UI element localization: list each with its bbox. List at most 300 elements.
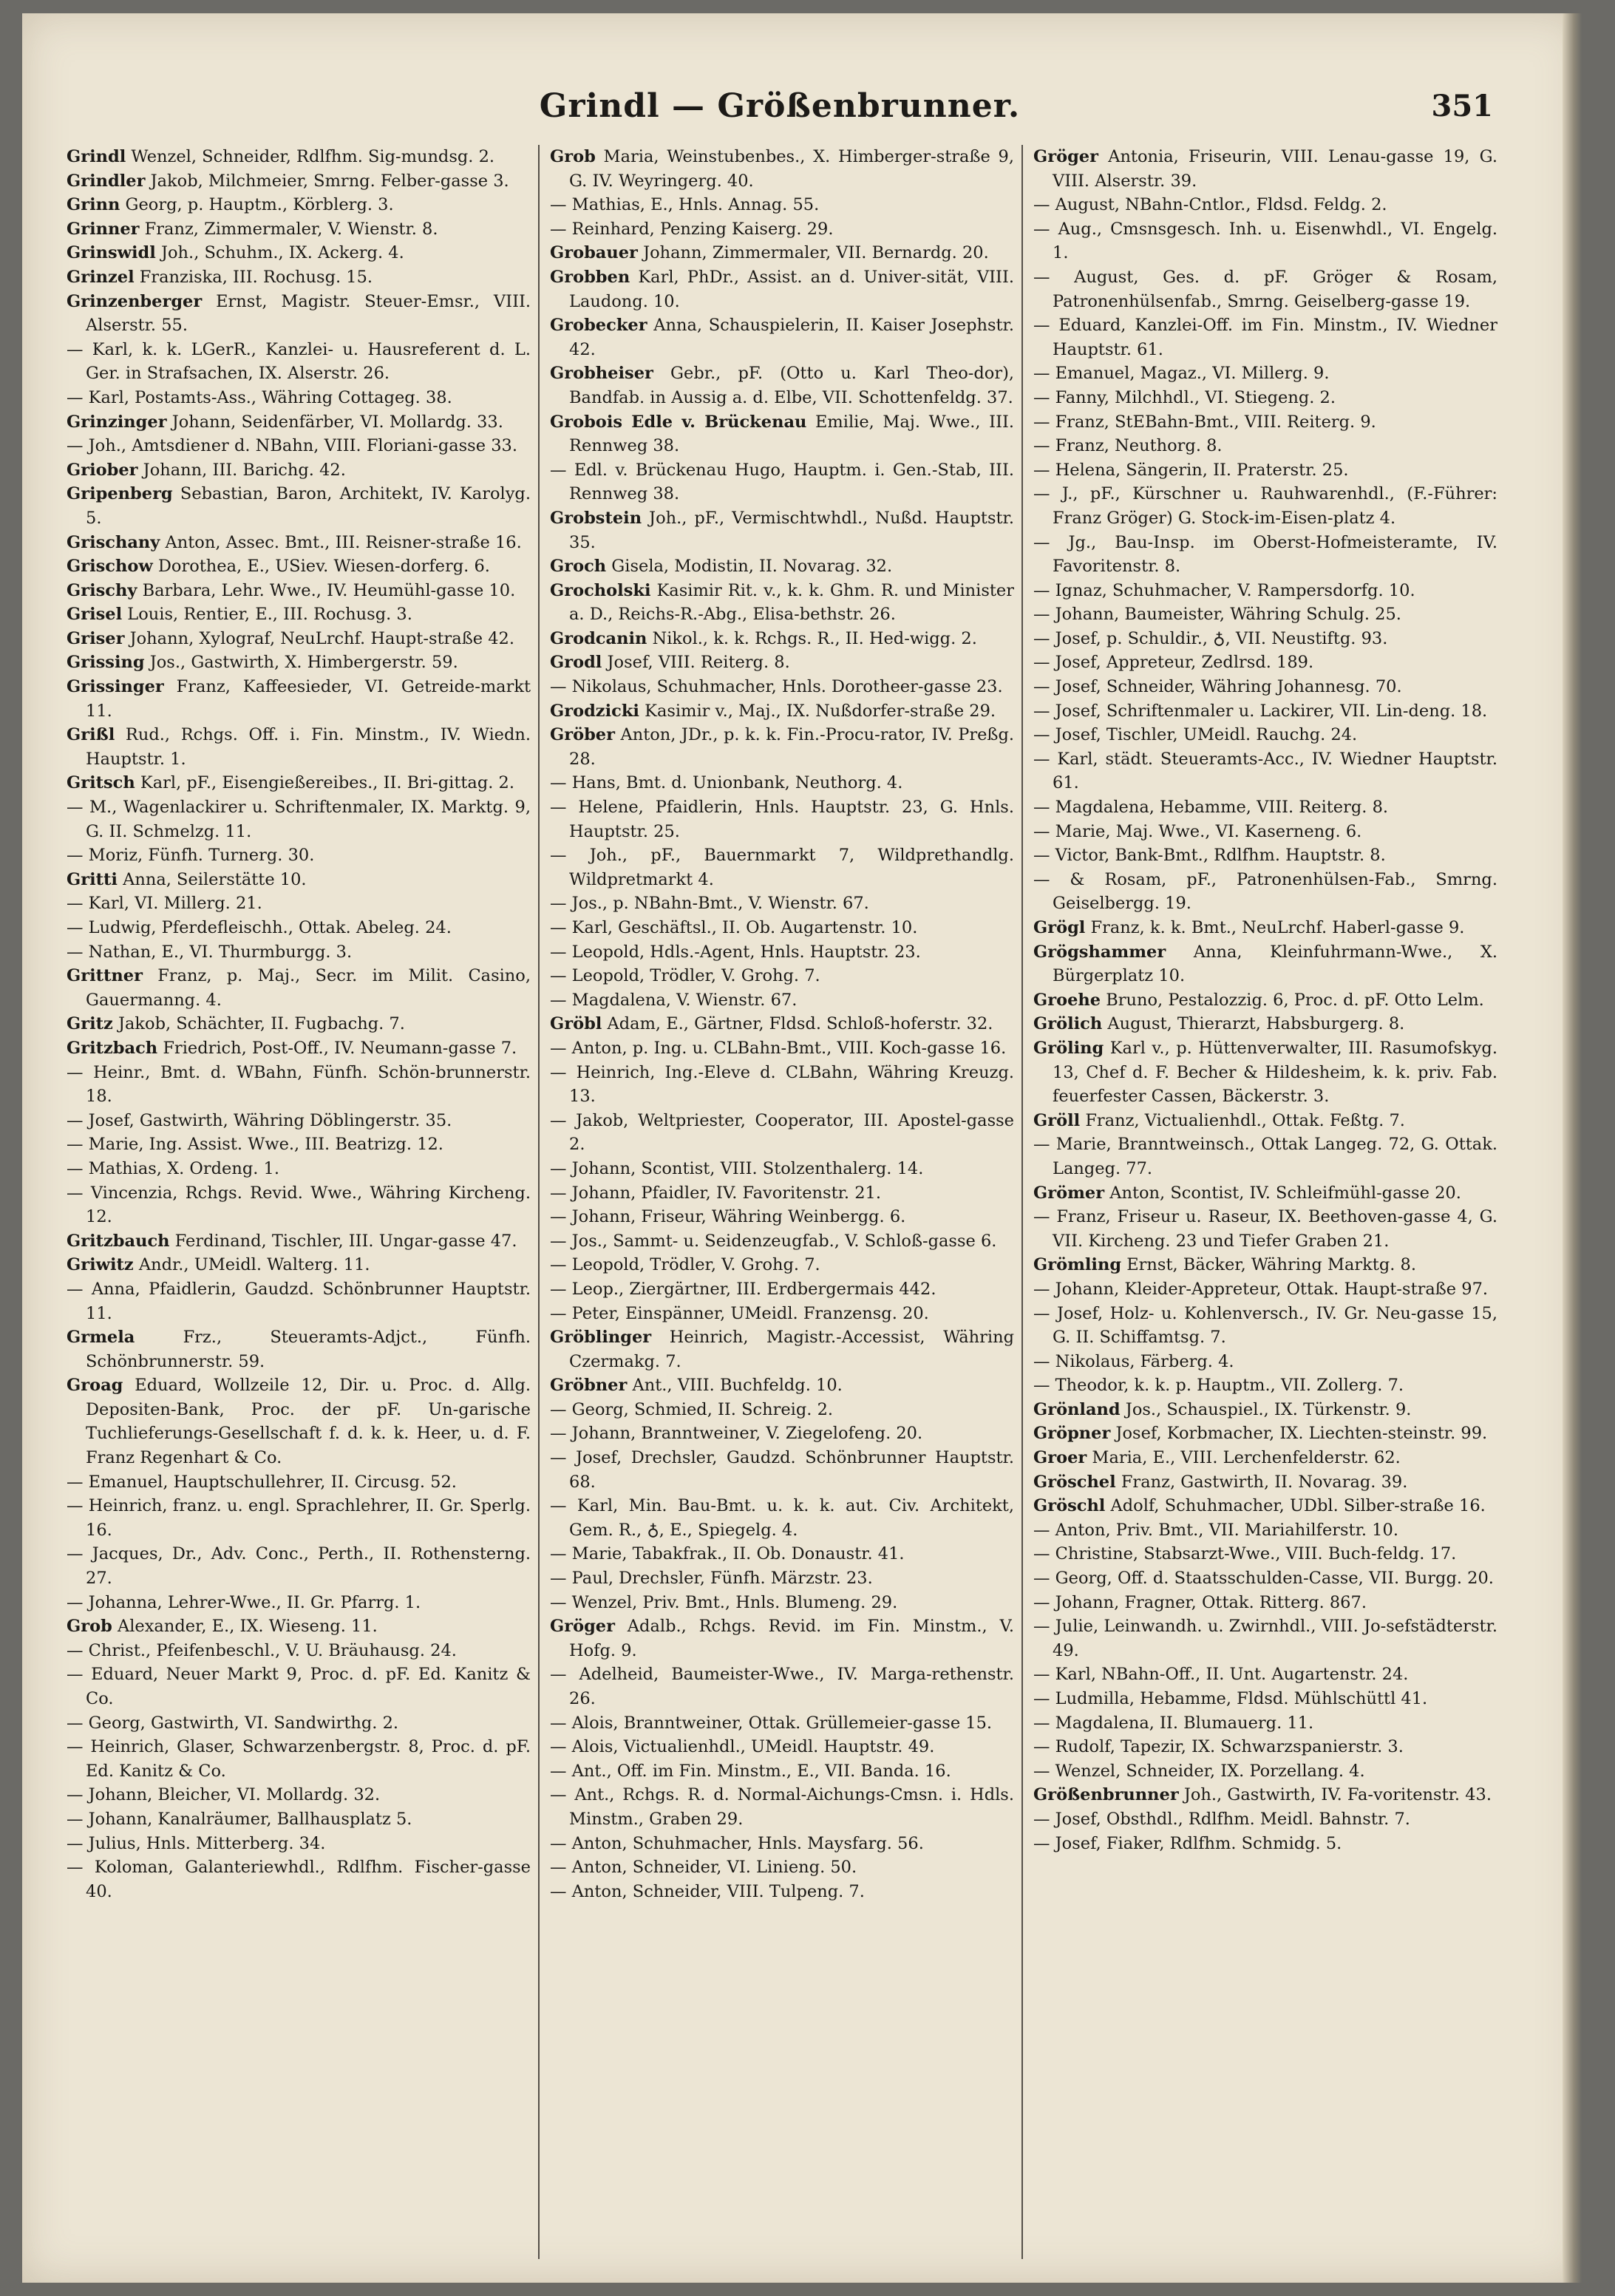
- directory-entry: [1033, 1109, 1497, 1133]
- directory-entry: [550, 1832, 1014, 1856]
- directory-entry: [67, 554, 531, 579]
- entry-details: Barbara, Lehr. Wwe., IV. Heumühl-gasse 10.: [137, 580, 516, 600]
- directory-entry: [67, 1591, 531, 1615]
- entry-surname: Grinzel: [67, 267, 135, 287]
- entry-details: — Anton, Schuhmacher, Hnls. Maysfarg. 56.: [550, 1833, 924, 1853]
- directory-entry: [550, 1711, 1014, 1736]
- entry-details: Anton, Assec. Bmt., III. Reisner-straße 16.: [160, 532, 522, 552]
- directory-entry: [67, 193, 531, 217]
- entry-surname: Gröger: [1033, 147, 1098, 166]
- entry-details: Heinrich, Magistr.-Accessist, Währing Czermakg. 7.: [569, 1328, 1014, 1371]
- directory-entry: [67, 1639, 531, 1663]
- directory-entry: [550, 217, 1014, 242]
- entry-details: — Josef, Obsthdl., Rdlfhm. Meidl. Bahnstr. 7.: [1033, 1809, 1410, 1829]
- directory-entry: [67, 290, 531, 338]
- directory-entry: [67, 265, 531, 290]
- directory-entry: [67, 771, 531, 795]
- directory-entry: [67, 1036, 531, 1061]
- entry-surname: Grobstein: [550, 508, 642, 528]
- entry-details: — Heinr., Bmt. d. WBahn, Fünfh. Schön-brunnerstr. 18.: [67, 1062, 531, 1107]
- directory-entry: [550, 1181, 1014, 1206]
- entry-details: Franz, Victualienhdl., Ottak. Feßtg. 7.: [1080, 1110, 1405, 1130]
- directory-entry: [1033, 1783, 1497, 1807]
- entry-details: — Johann, Friseur, Währing Weinbergg. 6.: [550, 1207, 906, 1227]
- directory-entry: [1033, 1542, 1497, 1566]
- entry-details: Joh., pF., Vermischtwhdl., Nußd. Hauptstr. 35.: [569, 508, 1014, 552]
- entry-details: — Emanuel, Hauptschullehrer, II. Circusg. 52.: [67, 1472, 457, 1492]
- entry-details: — Marie, Maj. Wwe., VI. Kaserneng. 6.: [1033, 821, 1362, 841]
- entry-surname: Gritti: [67, 869, 118, 889]
- directory-entry: [550, 651, 1014, 675]
- entry-details: Adam, E., Gärtner, Fldsd. Schloß-hoferstr. 32.: [602, 1014, 993, 1034]
- entry-details: — Jg., Bau-Insp. im Oberst-Hofmeisteramte, IV. Favoritenstr. 8.: [1033, 532, 1497, 577]
- entry-details: Karl, PhDr., Assist. an d. Univer-sität, VIII. Laudong. 10.: [569, 267, 1014, 311]
- running-head-title: Grindl — Größenbrunner.: [539, 87, 1021, 125]
- directory-entry: [1033, 602, 1497, 627]
- directory-entry: [550, 988, 1014, 1013]
- entry-details: — Franz, Friseur u. Raseur, IX. Beethoven-gasse 4, G. VII. Kircheng. 23 und Tiefer Graben 21.: [1033, 1207, 1497, 1251]
- entry-details: — Georg, Schmied, II. Schreig. 2.: [550, 1399, 834, 1419]
- entry-details: — Marie, Branntweinsch., Ottak Langeg. 72, G. Ottak. Langeg. 77.: [1033, 1135, 1497, 1178]
- directory-entry: [1033, 386, 1497, 410]
- directory-entry: [1033, 1446, 1497, 1470]
- directory-entry: [1033, 1012, 1497, 1036]
- entry-details: — Edl. v. Brückenau Hugo, Hauptm. i. Gen.-Stab, III. Rennweg 38.: [550, 460, 1014, 504]
- directory-entry: [1033, 1494, 1497, 1518]
- entry-details: — M., Wagenlackirer u. Schriftenmaler, IX. Marktg. 9, G. II. Schmelzg. 11.: [67, 798, 531, 841]
- directory-entry: [550, 1446, 1014, 1494]
- directory-entry: [550, 554, 1014, 579]
- entry-details: Franz, Zimmermaler, V. Wienstr. 8.: [139, 219, 438, 239]
- entry-surname: Griwitz: [67, 1255, 134, 1275]
- entry-details: Kasimir Rit. v., k. k. Ghm. R. und Minister a. D., Reichs-R.-Abg., Elisa-bethstr. 26.: [569, 580, 1014, 625]
- entry-details: — Emanuel, Magaz., VI. Millerg. 9.: [1033, 364, 1330, 384]
- entry-details: — Eduard, Neuer Markt 9, Proc. d. pF. Ed. Kanitz & Co.: [67, 1665, 531, 1708]
- entry-details: — Jos., Sammt- u. Seidenzeugfab., V. Schloß-gasse 6.: [550, 1231, 997, 1251]
- directory-entry: [1033, 1302, 1497, 1350]
- directory-page: [22, 13, 1582, 2283]
- entry-details: — Josef, Schneider, Währing Johannesg. 70.: [1033, 677, 1402, 697]
- directory-entry: [67, 940, 531, 965]
- directory-entry: [67, 843, 531, 868]
- directory-entry: [550, 1422, 1014, 1446]
- directory-entry: [67, 1711, 531, 1736]
- directory-entry: [1033, 868, 1497, 916]
- directory-entry: [67, 1325, 531, 1373]
- directory-entry: [67, 1855, 531, 1903]
- entry-details: — Heinrich, franz. u. engl. Sprachlehrer, II. Gr. Sperlg. 16.: [67, 1496, 531, 1540]
- column-right: [1033, 145, 1497, 2259]
- directory-entry: [67, 1109, 531, 1133]
- entry-details: Maria, E., VIII. Lerchenfelderstr. 62.: [1087, 1448, 1401, 1468]
- entry-surname: Grischany: [67, 532, 160, 552]
- entry-details: Louis, Rentier, E., III. Rochusg. 3.: [122, 605, 412, 625]
- directory-entry: [550, 1061, 1014, 1109]
- entry-surname: Gritzbauch: [67, 1231, 170, 1251]
- directory-entry: [550, 193, 1014, 217]
- directory-entry: [550, 1373, 1014, 1398]
- directory-entry: [67, 1807, 531, 1832]
- entry-details: Andr., UMeidl. Walterg. 11.: [133, 1255, 370, 1275]
- entry-details: — Karl, k. k. LGerR., Kanzlei- u. Hausreferent d. L. Ger. in Strafsachen, IX. Alserstr. 26.: [67, 339, 531, 384]
- directory-entry: [1033, 988, 1497, 1013]
- book-spine-edge: [1563, 13, 1582, 2283]
- directory-entry: [1033, 795, 1497, 820]
- directory-entry: [67, 1662, 531, 1711]
- directory-entry: [550, 1109, 1014, 1157]
- entry-surname: Gröbl: [550, 1014, 602, 1034]
- entry-details: — Magdalena, Hebamme, VIII. Reiterg. 8.: [1033, 798, 1389, 818]
- entry-details: Johann, III. Barichg. 42.: [137, 460, 346, 480]
- entry-surname: Gröber: [550, 725, 615, 745]
- directory-entry: [550, 145, 1014, 193]
- entry-surname: Grindl: [67, 147, 126, 166]
- entry-details: — Franz, Neuthorg. 8.: [1033, 436, 1223, 456]
- entry-details: — Marie, Tabakfrak., II. Ob. Donaustr. 41.: [550, 1544, 905, 1564]
- directory-entry: [550, 1253, 1014, 1277]
- entry-surname: Grobecker: [550, 316, 647, 336]
- entry-details: — Johann, Fragner, Ottak. Ritterg. 867.: [1033, 1592, 1367, 1612]
- entry-surname: Grömling: [1033, 1255, 1122, 1275]
- entry-details: — Johann, Pfaidler, IV. Favoritenstr. 21.: [550, 1183, 882, 1203]
- directory-entry: [550, 940, 1014, 965]
- entry-details: Wenzel, Schneider, Rdlfhm. Sig-mundsg. 2.: [126, 147, 495, 166]
- directory-entry: [67, 1470, 531, 1495]
- page-number: 351: [1431, 89, 1493, 123]
- directory-entry: [1033, 410, 1497, 435]
- entry-surname: Grobheiser: [550, 364, 653, 384]
- entry-details: Ferdinand, Tischler, III. Ungar-gasse 47.: [169, 1231, 517, 1251]
- directory-entry: [67, 1735, 531, 1783]
- entry-details: Rud., Rchgs. Off. i. Fin. Minstm., IV. Wiedn. Hauptstr. 1.: [86, 725, 531, 769]
- entry-details: — Hans, Bmt. d. Unionbank, Neuthorg. 4.: [550, 773, 903, 793]
- directory-entry: [1033, 1277, 1497, 1302]
- directory-entry: [550, 361, 1014, 410]
- directory-entry: [1033, 1181, 1497, 1206]
- directory-entry: [1033, 1350, 1497, 1374]
- directory-entry: [550, 1855, 1014, 1880]
- directory-entry: [67, 723, 531, 771]
- entry-details: Adolf, Schuhmacher, UDbl. Silber-straße 16.: [1105, 1496, 1486, 1516]
- directory-entry: [67, 1494, 531, 1542]
- entry-details: — Aug., Cmsnsgesch. Inh. u. Eisenwhdl., VI. Engelg. 1.: [1033, 219, 1497, 263]
- directory-entry: [1033, 820, 1497, 844]
- entry-details: Georg, p. Hauptm., Körblerg. 3.: [120, 195, 394, 215]
- entry-details: — Joh., Amtsdiener d. NBahn, VIII. Floriani-gasse 33.: [67, 436, 517, 456]
- entry-surname: Griober: [67, 460, 138, 480]
- entry-surname: Grönland: [1033, 1399, 1121, 1419]
- entry-surname: Gröling: [1033, 1038, 1104, 1058]
- page-header: [67, 84, 1493, 137]
- directory-entry: [67, 964, 531, 1012]
- directory-entry: [550, 723, 1014, 771]
- directory-entry: [550, 843, 1014, 891]
- entry-details: — Christine, Stabsarzt-Wwe., VIII. Buch-feldg. 17.: [1033, 1544, 1457, 1564]
- directory-entry: [1033, 675, 1497, 699]
- entry-details: — Franz, StEBahn-Bmt., VIII. Reiterg. 9.: [1033, 412, 1376, 432]
- directory-entry: [550, 1662, 1014, 1711]
- entry-details: Ernst, Magistr. Steuer-Emsr., VIII. Alserstr. 55.: [86, 291, 531, 336]
- directory-entry: [550, 1880, 1014, 1904]
- entry-details: Karl v., p. Hüttenverwalter, III. Rasumofskyg. 13, Chef d. F. Becher & Hildesheim, k. k. priv. Fab. feuerfester Cassen, Bäckerstr. 3.: [1053, 1038, 1497, 1107]
- directory-entry: [1033, 313, 1497, 361]
- directory-entry: [550, 1542, 1014, 1566]
- directory-entry: [67, 868, 531, 892]
- entry-details: — Johann, Bleicher, VI. Mollardg. 32.: [67, 1785, 381, 1805]
- directory-entry: [550, 1277, 1014, 1302]
- directory-entry: [1033, 916, 1497, 940]
- entry-surname: Gröbner: [550, 1376, 628, 1396]
- directory-entry: [1033, 1253, 1497, 1277]
- entry-surname: Grobauer: [550, 243, 638, 263]
- entry-details: — Josef, Gastwirth, Währing Döblingerstr. 35.: [67, 1110, 452, 1130]
- entry-details: — Anna, Pfaidlerin, Gaudzd. Schönbrunner Hauptstr. 11.: [67, 1279, 531, 1323]
- directory-entry: [1033, 579, 1497, 603]
- entry-details: — Victor, Bank-Bmt., Rdlfhm. Hauptstr. 8.: [1033, 846, 1386, 866]
- entry-details: — Johann, Branntweiner, V. Ziegelofeng. 20.: [550, 1424, 923, 1444]
- directory-entry: [67, 675, 531, 723]
- entry-details: Kasimir v., Maj., IX. Nußdorfer-straße 29.: [639, 701, 996, 721]
- directory-entry: [1033, 1614, 1497, 1662]
- entry-details: — Adelheid, Baumeister-Wwe., IV. Marga-rethenstr. 26.: [550, 1665, 1014, 1708]
- column-divider: [538, 145, 540, 2259]
- directory-entry: [1033, 1807, 1497, 1832]
- entry-details: — Karl, städt. Steueramts-Acc., IV. Wiedner Hauptstr. 61.: [1033, 749, 1497, 793]
- directory-entry: [550, 313, 1014, 361]
- directory-entry: [67, 531, 531, 555]
- entry-surname: Grisel: [67, 605, 123, 625]
- directory-entry: [67, 1373, 531, 1470]
- entry-details: — Karl, Geschäftsl., II. Ob. Augartenstr. 10.: [550, 918, 918, 937]
- entry-details: Franziska, III. Rochusg. 15.: [134, 267, 373, 287]
- entry-details: Franz, p. Maj., Secr. im Milit. Casino, Gauermanng. 4.: [86, 966, 531, 1010]
- entry-surname: Grissinger: [67, 677, 164, 697]
- entry-surname: Grittner: [67, 966, 143, 986]
- directory-entry: [550, 265, 1014, 313]
- directory-entry: [1033, 723, 1497, 747]
- entry-surname: Grissing: [67, 653, 145, 673]
- entry-details: — Leopold, Trödler, V. Grohg. 7.: [550, 1255, 820, 1275]
- entry-surname: Grob: [67, 1617, 112, 1637]
- directory-entry: [1033, 1036, 1497, 1109]
- entry-details: — Paul, Drechsler, Fünfh. Märzstr. 23.: [550, 1569, 873, 1589]
- entry-details: Anna, Schauspielerin, II. Kaiser Josephstr. 42.: [569, 316, 1014, 359]
- directory-entry: [1033, 458, 1497, 483]
- entry-details: Alexander, E., IX. Wieseng. 11.: [112, 1617, 378, 1637]
- entry-surname: Grodzicki: [550, 701, 639, 721]
- entry-surname: Gritsch: [67, 773, 135, 793]
- directory-entry: [67, 1277, 531, 1325]
- entry-surname: Größenbrunner: [1033, 1785, 1179, 1805]
- entry-details: — Christ., Pfeifenbeschl., V. U. Bräuhausg. 24.: [67, 1640, 457, 1660]
- directory-entry: [550, 1325, 1014, 1373]
- directory-entry: [67, 1614, 531, 1639]
- directory-entry: [67, 482, 531, 530]
- directory-entry: [67, 916, 531, 940]
- entry-details: Anna, Kleinfuhrmann-Wwe., X. Bürgerplatz 10.: [1053, 942, 1497, 986]
- entry-details: Anna, Seilerstätte 10.: [117, 869, 307, 889]
- directory-entry: [67, 1132, 531, 1157]
- entry-details: Franz, Kaffeesieder, VI. Getreide-markt 11.: [86, 677, 531, 721]
- directory-entry: [1033, 265, 1497, 313]
- entry-surname: Gripenberg: [67, 484, 173, 504]
- entry-surname: Gröschl: [1033, 1496, 1106, 1516]
- directory-entry: [1033, 1470, 1497, 1495]
- directory-entry: [1033, 145, 1497, 193]
- entry-details: Johann, Zimmermaler, VII. Bernardg. 20.: [637, 243, 989, 263]
- directory-entry: [550, 410, 1014, 458]
- entry-details: Anton, JDr., p. k. k. Fin.-Procu-rator, IV. Preßg. 28.: [569, 725, 1014, 769]
- entry-details: — August, NBahn-Cntlor., Fldsd. Feldg. 2.: [1033, 195, 1387, 215]
- entry-details: Eduard, Wollzeile 12, Dir. u. Proc. d. Allg. Depositen-Bank, Proc. der pF. Un-garische Tuchlieferungs-Gesellschaft f. d. k. k. Heer, u. d. F. Franz Regenhart & Co.: [86, 1376, 531, 1468]
- entry-details: — Karl, Min. Bau-Bmt. u. k. k. aut. Civ. Architekt, Gem. R., ♁, E., Spiegelg. 4.: [550, 1496, 1014, 1540]
- entry-surname: Grobois Edle v. Brückenau: [550, 412, 807, 432]
- entry-details: Franz, Gastwirth, II. Novarag. 39.: [1115, 1472, 1408, 1492]
- directory-entry: [550, 771, 1014, 795]
- entry-surname: Grißl: [67, 725, 115, 745]
- directory-columns: [67, 145, 1500, 2259]
- entry-details: Antonia, Friseurin, VIII. Lenau-gasse 19, G. VIII. Alserstr. 39.: [1053, 147, 1497, 191]
- entry-surname: Gröschel: [1033, 1472, 1116, 1492]
- entry-details: — Anton, Schneider, VI. Linieng. 50.: [550, 1858, 857, 1878]
- entry-details: Sebastian, Baron, Architekt, IV. Karolyg. 5.: [86, 484, 531, 528]
- directory-entry: [67, 651, 531, 675]
- entry-details: — Josef, Appreteur, Zedlrsd. 189.: [1033, 653, 1314, 673]
- entry-details: — Karl, VI. Millerg. 21.: [67, 894, 262, 914]
- directory-entry: [1033, 1759, 1497, 1784]
- entry-surname: Grögshammer: [1033, 942, 1166, 962]
- entry-details: — Josef, p. Schuldir., ♁, VII. Neustiftg. 93.: [1033, 628, 1388, 648]
- entry-details: — Johann, Kleider-Appreteur, Ottak. Haupt-straße 97.: [1033, 1279, 1489, 1299]
- entry-details: — Helena, Sängerin, II. Praterstr. 25.: [1033, 460, 1349, 480]
- entry-surname: Gröger: [550, 1617, 615, 1637]
- entry-surname: Grischy: [67, 580, 137, 600]
- entry-details: Gebr., pF. (Otto u. Karl Theo-dor), Bandfab. in Aussig a. d. Elbe, VII. Schottenfeldg. 37.: [569, 364, 1014, 407]
- entry-surname: Gröll: [1033, 1110, 1081, 1130]
- entry-details: Emilie, Maj. Wwe., III. Rennweg 38.: [569, 412, 1014, 456]
- directory-entry: [1033, 1662, 1497, 1687]
- entry-details: Jos., Schauspiel., IX. Türkenstr. 9.: [1120, 1399, 1412, 1419]
- entry-details: — Anton, Schneider, VIII. Tulpeng. 7.: [550, 1881, 865, 1901]
- directory-entry: [67, 217, 531, 242]
- entry-details: Friedrich, Post-Off., IV. Neumann-gasse 7.: [157, 1038, 517, 1058]
- directory-entry: [550, 1157, 1014, 1181]
- entry-details: — Anton, p. Ing. u. CLBahn-Bmt., VIII. Koch-gasse 16.: [550, 1038, 1007, 1058]
- entry-details: Johann, Seidenfärber, VI. Mollardg. 33.: [166, 412, 503, 432]
- directory-entry: [550, 1205, 1014, 1229]
- entry-surname: Groehe: [1033, 990, 1101, 1010]
- entry-details: — Ant., Rchgs. R. d. Normal-Aichungs-Cmsn. i. Hdls. Minstm., Graben 29.: [550, 1785, 1014, 1829]
- entry-details: — Julie, Leinwandh. u. Zwirnhdl., VIII. Jo-sefstädterstr. 49.: [1033, 1617, 1497, 1660]
- entry-details: — Leopold, Trödler, V. Grohg. 7.: [550, 966, 820, 986]
- entry-surname: Grölich: [1033, 1014, 1103, 1034]
- directory-entry: [550, 916, 1014, 940]
- entry-details: — Nikolaus, Färberg. 4.: [1033, 1351, 1234, 1371]
- entry-details: — Jakob, Weltpriester, Cooperator, III. Apostel-gasse 2.: [550, 1110, 1014, 1155]
- entry-surname: Gritz: [67, 1014, 113, 1034]
- entry-details: — Magdalena, II. Blumauerg. 11.: [1033, 1713, 1314, 1733]
- entry-details: Nikol., k. k. Rchgs. R., II. Hed-wigg. 2.: [647, 628, 977, 648]
- entry-details: — Ignaz, Schuhmacher, V. Rampersdorfg. 10.: [1033, 580, 1415, 600]
- entry-details: — Josef, Holz- u. Kohlenversch., IV. Gr. Neu-gasse 15, G. II. Schiffamtsg. 7.: [1033, 1303, 1497, 1348]
- directory-entry: [1033, 482, 1497, 530]
- entry-surname: Grodcanin: [550, 628, 647, 648]
- entry-surname: Grinzenberger: [67, 291, 203, 311]
- entry-details: — Peter, Einspänner, UMeidl. Franzensg. 20.: [550, 1303, 929, 1323]
- directory-entry: [1033, 1735, 1497, 1759]
- directory-entry: [1033, 747, 1497, 795]
- directory-entry: [67, 1061, 531, 1109]
- entry-surname: Grocholski: [550, 580, 651, 600]
- entry-details: — Mathias, E., Hnls. Annag. 55.: [550, 195, 820, 215]
- entry-details: Ant., VIII. Buchfeldg. 10.: [627, 1376, 843, 1396]
- entry-details: — Eduard, Kanzlei-Off. im Fin. Minstm., IV. Wiedner Hauptstr. 61.: [1033, 316, 1497, 359]
- directory-entry: [550, 795, 1014, 843]
- entry-details: — Josef, Fiaker, Rdlfhm. Schmidg. 5.: [1033, 1833, 1342, 1853]
- directory-entry: [1033, 1591, 1497, 1615]
- directory-entry: [67, 1229, 531, 1254]
- entry-details: — Jacques, Dr., Adv. Conc., Perth., II. Rothensterng. 27.: [67, 1544, 531, 1589]
- directory-entry: [67, 1783, 531, 1807]
- directory-entry: [550, 1614, 1014, 1662]
- directory-entry: [1033, 1422, 1497, 1446]
- entry-details: — Anton, Priv. Bmt., VII. Mariahilferstr. 10.: [1033, 1520, 1398, 1540]
- entry-details: — Heinrich, Glaser, Schwarzenbergstr. 8, Proc. d. pF. Ed. Kanitz & Co.: [67, 1737, 531, 1781]
- entry-details: — August, Ges. d. pF. Gröger & Rosam, Patronenhülsenfab., Smrng. Geiselberg-gasse 19.: [1033, 267, 1497, 311]
- column-left: [67, 145, 531, 2259]
- entry-details: — Josef, Schriftenmaler u. Lackirer, VII. Lin-deng. 18.: [1033, 701, 1488, 721]
- directory-entry: [67, 1181, 531, 1229]
- directory-entry: [67, 434, 531, 458]
- directory-entry: [550, 1302, 1014, 1326]
- entry-details: Bruno, Pestalozzig. 6, Proc. d. pF. Otto Lelm.: [1101, 990, 1484, 1010]
- entry-details: — Josef, Tischler, UMeidl. Rauchg. 24.: [1033, 725, 1358, 745]
- directory-entry: [1033, 651, 1497, 675]
- directory-entry: [550, 1398, 1014, 1422]
- directory-entry: [1033, 940, 1497, 988]
- entry-details: Jakob, Schächter, II. Fugbachg. 7.: [112, 1014, 405, 1034]
- entry-details: — Joh., pF., Bauernmarkt 7, Wildprethandlg. Wildpretmarkt 4.: [550, 846, 1014, 889]
- directory-entry: [550, 1591, 1014, 1615]
- entry-details: — Johanna, Lehrer-Wwe., II. Gr. Pfarrg. 1.: [67, 1592, 421, 1612]
- entry-details: — Wenzel, Priv. Bmt., Hnls. Blumeng. 29.: [550, 1592, 898, 1612]
- entry-details: — Karl, Postamts-Ass., Währing Cottageg. 38.: [67, 387, 452, 407]
- directory-entry: [67, 1253, 531, 1277]
- entry-details: — Johann, Baumeister, Währing Schulg. 25.: [1033, 605, 1401, 625]
- directory-entry: [550, 1012, 1014, 1036]
- directory-entry: [550, 675, 1014, 699]
- directory-entry: [550, 241, 1014, 265]
- directory-entry: [67, 1157, 531, 1181]
- directory-entry: [1033, 1711, 1497, 1736]
- directory-entry: [550, 458, 1014, 506]
- directory-entry: [550, 699, 1014, 724]
- entry-surname: Grömer: [1033, 1183, 1105, 1203]
- entry-surname: Grischow: [67, 557, 153, 577]
- entry-details: Jos., Gastwirth, X. Himbergerstr. 59.: [144, 653, 458, 673]
- directory-entry: [67, 386, 531, 410]
- directory-entry: [550, 1783, 1014, 1831]
- entry-details: — Koloman, Galanteriewhdl., Rdlfhm. Fischer-gasse 40.: [67, 1858, 531, 1901]
- entry-details: Ernst, Bäcker, Währing Marktg. 8.: [1121, 1255, 1417, 1275]
- entry-details: — Vincenzia, Rchgs. Revid. Wwe., Währing Kircheng. 12.: [67, 1183, 531, 1227]
- entry-details: — Ludwig, Pferdefleischh., Ottak. Abeleg. 24.: [67, 918, 452, 937]
- entry-surname: Grinn: [67, 195, 120, 215]
- entry-surname: Gritzbach: [67, 1038, 158, 1058]
- column-divider: [1021, 145, 1023, 2259]
- entry-details: — Georg, Off. d. Staatsschulden-Casse, VII. Burgg. 20.: [1033, 1569, 1494, 1589]
- directory-entry: [67, 795, 531, 843]
